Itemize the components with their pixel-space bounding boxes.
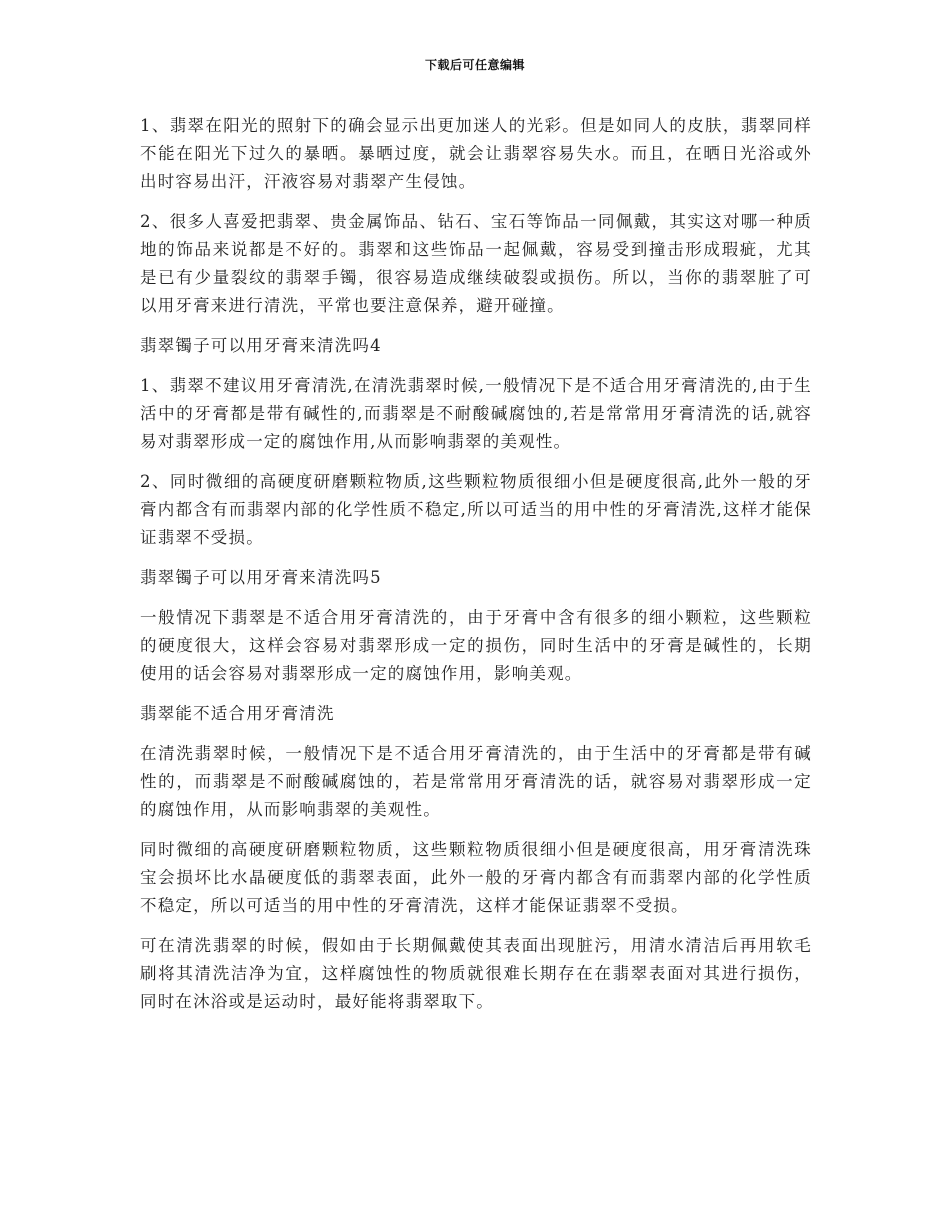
paragraph-4: 2、同时微细的高硬度研磨颗粒物质,这些颗粒物质很细小但是硬度很高,此外一般的牙膏内都含有而翡翠内部的化学性质不稳定,所以可适当的用中性的牙膏清洗,这样才能保证翡翠不受损。 [140,472,812,547]
section-heading-4: 翡翠镯子可以用牙膏来清洗吗4 [140,336,382,355]
paragraph-6: 在清洗翡翠时候，一般情况下是不适合用牙膏清洗的，由于生活中的牙膏都是带有碱性的，而翡翠是不耐酸碱腐蚀的，若是常常用牙膏清洗的话，就容易对翡翠形成一定的腐蚀作用，从而影响翡翠的美观性。 [140,744,812,819]
paragraph-1: 1、翡翠在阳光的照射下的确会显示出更加迷人的光彩。但是如同人的皮肤，翡翠同样不能在阳光下过久的暴晒。暴晒过度，就会让翡翠容易失水。而且，在晒日光浴或外出时容易出汗，汗液容易对翡翠产生侵蚀。 [140,116,812,191]
paragraph-7: 同时微细的高硬度研磨颗粒物质，这些颗粒物质很细小但是硬度很高，用牙膏清洗珠宝会损坏比水晶硬度低的翡翠表面，此外一般的牙膏内都含有而翡翠内部的化学性质不稳定，所以可适当的用中性的牙膏清洗，这样才能保证翡翠不受损。 [140,840,812,915]
paragraph-3: 1、翡翠不建议用牙膏清洗,在清洗翡翠时候,一般情况下是不适合用牙膏清洗的,由于生活中的牙膏都是带有碱性的,而翡翠是不耐酸碱腐蚀的,若是常常用牙膏清洗的话,就容易对翡翠形成一定的腐蚀作用,从而影响翡翠的美观性。 [140,376,812,451]
paragraph-5: 一般情况下翡翠是不适合用牙膏清洗的，由于牙膏中含有很多的细小颗粒，这些颗粒的硬度很大，这样会容易对翡翠形成一定的损伤，同时生活中的牙膏是碱性的，长期使用的话会容易对翡翠形成一定的腐蚀作用，影响美观。 [140,608,812,683]
section-heading-toothpaste: 翡翠能不适合用牙膏清洗 [140,704,335,723]
section-heading-5: 翡翠镯子可以用牙膏来清洗吗5 [140,568,382,587]
paragraph-2: 2、很多人喜爱把翡翠、贵金属饰品、钻石、宝石等饰品一同佩戴，其实这对哪一种质地的饰品来说都是不好的。翡翠和这些饰品一起佩戴，容易受到撞击形成瑕疵，尤其是已有少量裂纹的翡翠手镯，很容易造成继续破裂或损伤。所以，当你的翡翠脏了可以用牙膏来进行清洗，平常也要注意保养，避开碰撞。 [140,212,812,315]
document-body [140,112,812,1028]
page-header: 下载后可任意编辑 [424,58,525,72]
paragraph-8: 可在清洗翡翠的时候，假如由于长期佩戴使其表面出现脏污，用清水清洁后再用软毛刷将其清洗洁净为宜，这样腐蚀性的物质就很难长期存在在翡翠表面对其进行损伤，同时在沐浴或是运动时，最好能将翡翠取下。 [140,936,812,1011]
